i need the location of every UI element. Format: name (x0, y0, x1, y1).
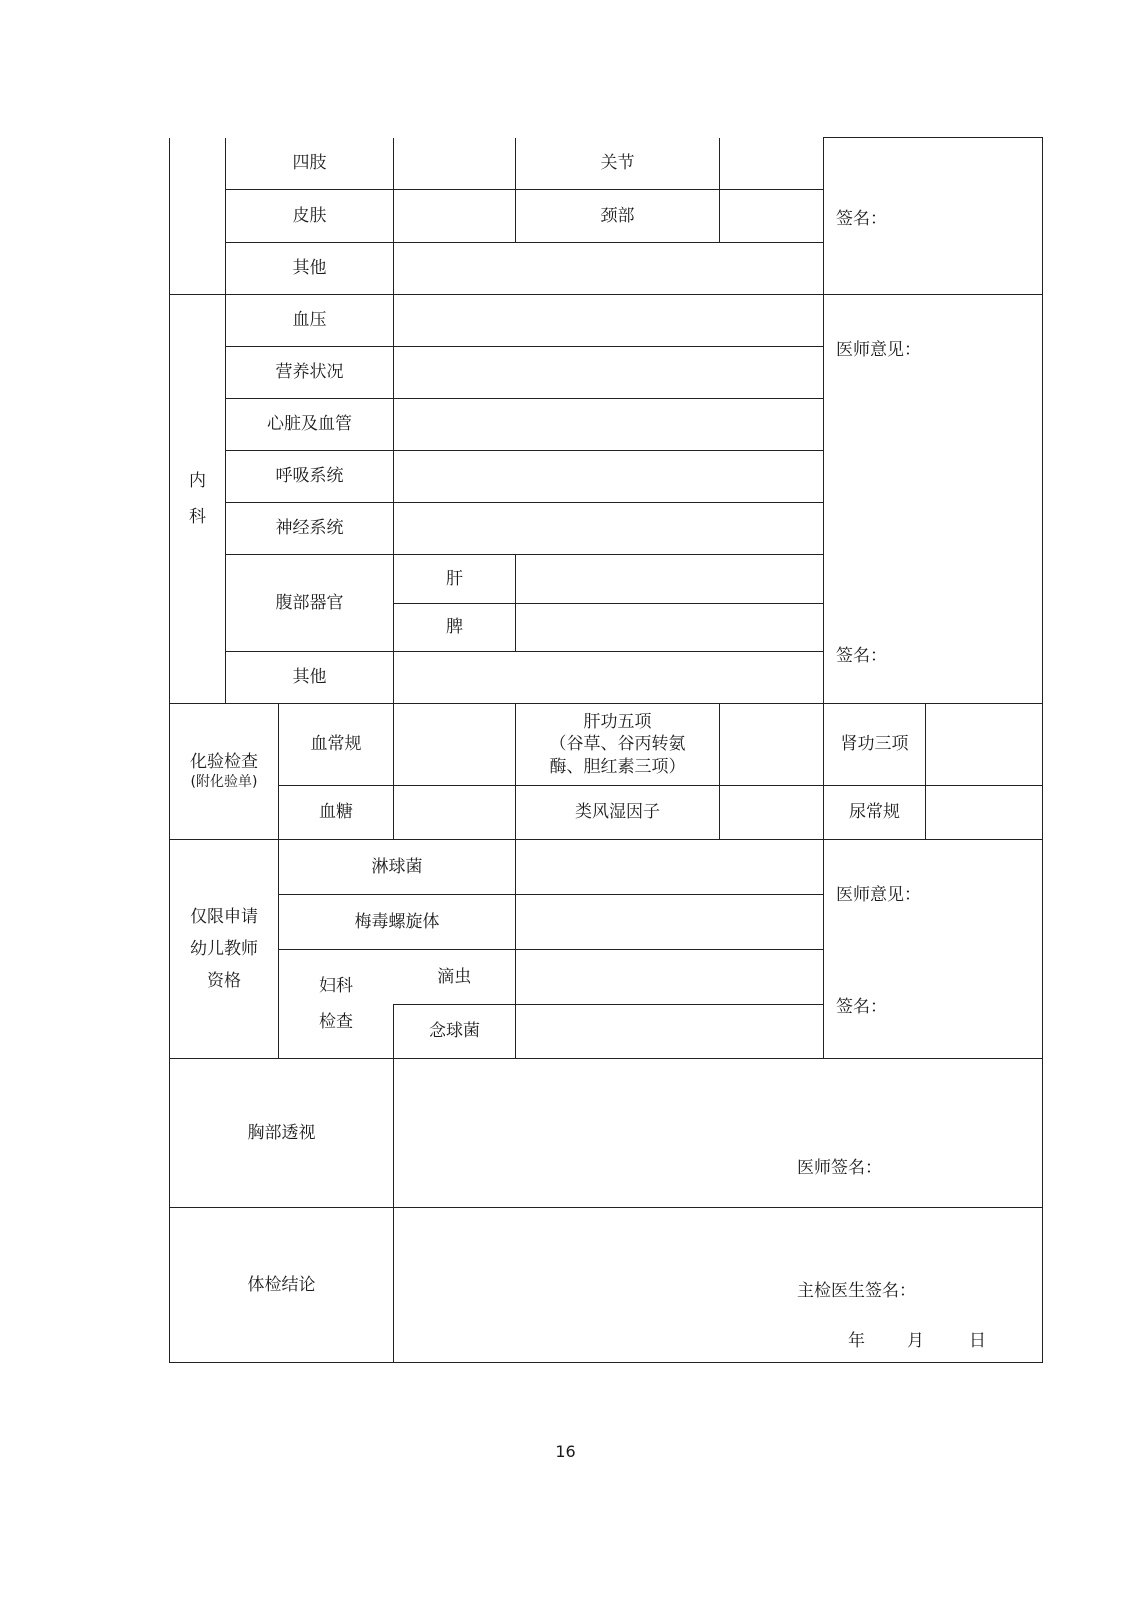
liver-function-label (516, 704, 720, 786)
exterior-opinion-cell[interactable] (824, 138, 1043, 295)
joints-label: 关节 (516, 138, 720, 190)
liver-value[interactable] (516, 555, 824, 604)
kindergarten-opinion-cell[interactable] (824, 840, 1043, 1059)
rheumatoid-value[interactable] (720, 786, 824, 840)
gynecology-line-1: 妇科 (319, 975, 353, 996)
lab-label: 化验检查 (190, 752, 258, 773)
row-chest (170, 1059, 1043, 1208)
abdominal-label: 腹部器官 (226, 555, 394, 652)
internal-doctor-opinion: 医师意见： (836, 340, 921, 360)
exterior-other-value[interactable] (394, 242, 824, 294)
skin-value[interactable] (394, 190, 516, 242)
nutrition-label: 营养状况 (226, 347, 394, 399)
syphilis-value[interactable] (516, 895, 824, 950)
kindergarten-line-2: 幼儿教师 (190, 938, 258, 959)
kidney-function-value[interactable] (926, 704, 1043, 786)
kindergarten-line-1: 仅限申请 (190, 906, 258, 927)
limbs-label: 四肢 (226, 138, 394, 190)
spleen-value[interactable] (516, 604, 824, 652)
liver-function-value[interactable] (720, 704, 824, 786)
neck-label: 颈部 (516, 190, 720, 242)
row-limbs (170, 138, 1043, 190)
exterior-other-label: 其他 (226, 242, 394, 294)
conclusion-result-cell[interactable] (394, 1208, 1043, 1363)
date-year: 年 (848, 1331, 865, 1351)
row-conclusion (170, 1208, 1043, 1363)
respiratory-value[interactable] (394, 451, 824, 503)
respiratory-label: 呼吸系统 (226, 451, 394, 503)
internal-section-label (170, 295, 226, 704)
exterior-section-cell (170, 138, 226, 295)
row-lab-2 (170, 786, 1043, 840)
syphilis-label: 梅毒螺旋体 (279, 895, 516, 950)
chest-result-cell[interactable] (394, 1059, 1043, 1208)
kidney-function-label: 肾功三项 (824, 704, 926, 786)
nutrition-value[interactable] (394, 347, 824, 399)
trichomonas-value[interactable] (516, 950, 824, 1005)
urine-routine-value[interactable] (926, 786, 1043, 840)
kindergarten-line-3: 资格 (207, 971, 241, 992)
kindergarten-signature-label: 签名： (836, 997, 887, 1017)
internal-char-2: 科 (189, 507, 206, 527)
liver-function-line-2: （谷草、谷丙转氨 (549, 734, 686, 755)
blood-sugar-label: 血糖 (279, 786, 394, 840)
rheumatoid-label: 类风湿因子 (516, 786, 720, 840)
row-blood-pressure (170, 295, 1043, 347)
row-lab-1 (170, 704, 1043, 786)
row-gonorrhea (170, 840, 1043, 895)
heart-value[interactable] (394, 399, 824, 451)
kindergarten-doctor-opinion: 医师意见： (836, 885, 921, 905)
gonorrhea-label: 淋球菌 (279, 840, 516, 895)
skin-label: 皮肤 (226, 190, 394, 242)
chest-label: 胸部透视 (170, 1059, 394, 1208)
internal-opinion-cell[interactable] (824, 295, 1043, 704)
date-day: 日 (969, 1331, 986, 1351)
internal-other-label: 其他 (226, 652, 394, 704)
internal-other-value[interactable] (394, 652, 824, 704)
lab-note: (附化验单) (190, 774, 258, 791)
nervous-label: 神经系统 (226, 503, 394, 555)
candida-value[interactable] (516, 1005, 824, 1059)
joints-value[interactable] (720, 138, 824, 190)
limbs-value[interactable] (394, 138, 516, 190)
gynecology-label (279, 950, 394, 1059)
nervous-value[interactable] (394, 503, 824, 555)
heart-label: 心脏及血管 (226, 399, 394, 451)
date-month: 月 (907, 1331, 924, 1351)
physical-exam-table (169, 137, 1043, 1363)
blood-routine-value[interactable] (394, 704, 516, 786)
conclusion-label: 体检结论 (170, 1208, 394, 1363)
candida-label: 念球菌 (394, 1005, 516, 1059)
chest-doctor-signature: 医师签名： (797, 1158, 882, 1178)
liver-function-line-1: 肝功五项 (583, 712, 652, 733)
internal-char-1: 内 (189, 470, 206, 491)
page-number: 16 (555, 1442, 576, 1461)
gynecology-line-2: 检查 (319, 1012, 353, 1032)
liver-function-line-3: 酶、胆红素三项） (549, 756, 686, 777)
blood-sugar-value[interactable] (394, 786, 516, 840)
chief-doctor-signature: 主检医生签名： (797, 1281, 916, 1301)
lab-section-label (170, 704, 279, 840)
liver-label: 肝 (394, 555, 516, 604)
blood-pressure-value[interactable] (394, 295, 824, 347)
internal-signature-label: 签名： (836, 646, 887, 666)
spleen-label: 脾 (394, 604, 516, 652)
gonorrhea-value[interactable] (516, 840, 824, 895)
kindergarten-section-label (170, 840, 279, 1059)
blood-routine-label: 血常规 (279, 704, 394, 786)
urine-routine-label: 尿常规 (824, 786, 926, 840)
blood-pressure-label: 血压 (226, 295, 394, 347)
exterior-signature-label: 签名： (836, 209, 887, 229)
neck-value[interactable] (720, 190, 824, 242)
trichomonas-label: 滴虫 (394, 950, 516, 1005)
